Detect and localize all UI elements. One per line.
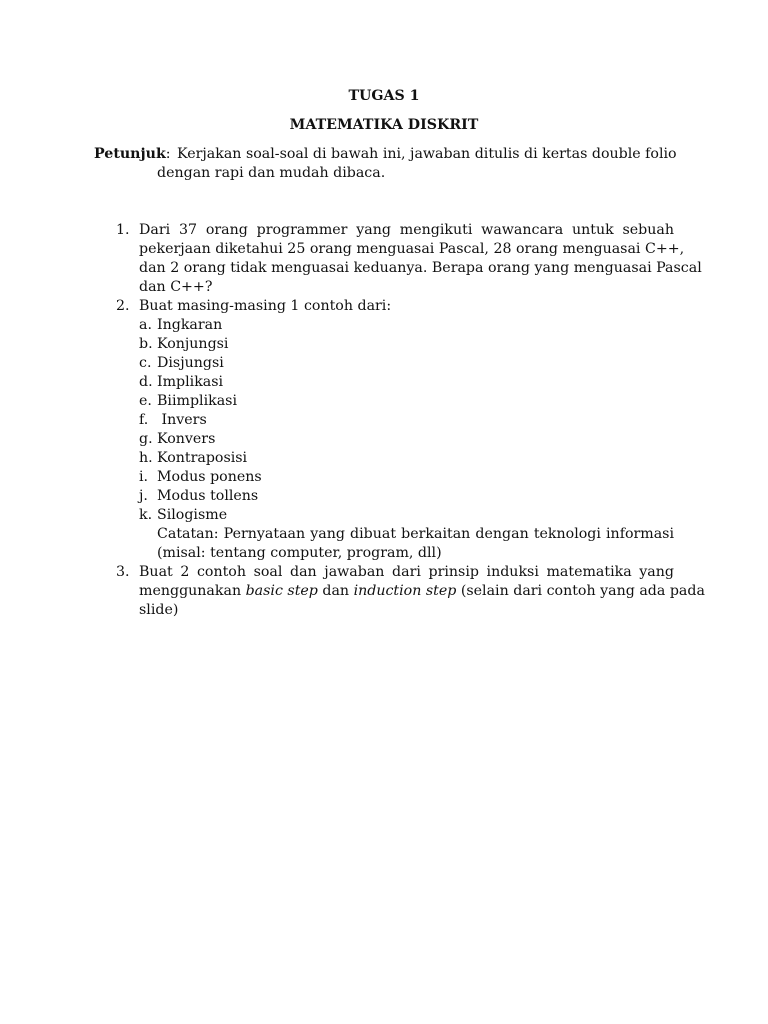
instruction-line-1 <box>94 145 677 164</box>
question-2-note <box>157 525 674 563</box>
induction-step-term: induction step <box>353 583 457 599</box>
list-item: g. Konvers <box>139 431 216 447</box>
list-item: e. Biimplikasi <box>139 393 237 409</box>
page-title: TUGAS 1 <box>348 88 420 104</box>
list-item: f. Invers <box>139 412 207 428</box>
list-item: h. Kontraposisi <box>139 450 248 466</box>
question-1-line-1: Dari 37 orang programmer yang mengikuti wawancara untuk sebuah <box>139 222 674 238</box>
question-number-2: 2. <box>116 298 130 314</box>
list-item: i. Modus ponens <box>139 469 262 485</box>
question-number-1: 1. <box>116 222 130 238</box>
question-3 <box>139 563 705 620</box>
basic-step-term: basic step <box>245 583 318 599</box>
question-number-3: 3. <box>116 564 130 580</box>
list-item: d. Implikasi <box>139 374 224 390</box>
instruction-text-line-1: Kerjakan soal-soal di bawah ini, jawaban ditulis di kertas double folio <box>177 146 677 162</box>
question-1-line-3: dan 2 orang tidak menguasai keduanya. Berapa orang yang menguasai Pascal <box>139 260 702 276</box>
instruction-label: Petunjuk <box>94 146 166 162</box>
list-item: b. Konjungsi <box>139 336 229 352</box>
question-3-line-1: Buat 2 contoh soal dan jawaban dari prinsip induksi matematika yang <box>139 564 674 580</box>
instruction-text-line-2: dengan rapi dan mudah dibaca. <box>157 165 386 181</box>
list-item: c. Disjungsi <box>139 355 224 371</box>
list-item: k. Silogisme <box>139 507 228 523</box>
question-2-line-1: Buat masing-masing 1 contoh dari: <box>139 298 392 314</box>
question-3-line-3: slide) <box>139 602 179 618</box>
question-1-line-2: pekerjaan diketahui 25 orang menguasai Pascal, 28 orang menguasai C++, <box>139 241 685 257</box>
list-item: j. Modus tollens <box>139 488 259 504</box>
question-3-line-2: menggunakan basic step dan induction step (selain dari contoh yang ada pada <box>139 583 705 599</box>
instruction-block <box>94 145 677 183</box>
question-2 <box>139 297 674 316</box>
list-item: a. Ingkaran <box>139 317 223 333</box>
question-1-line-4: dan C++? <box>139 279 213 295</box>
note-line-1: Catatan: Pernyataan yang dibuat berkaitan dengan teknologi informasi <box>157 526 674 542</box>
instruction-colon: : <box>165 146 171 162</box>
note-line-2: (misal: tentang computer, program, dll) <box>157 545 442 561</box>
page-subtitle: MATEMATIKA DISKRIT <box>289 117 479 133</box>
question-1 <box>139 221 702 297</box>
